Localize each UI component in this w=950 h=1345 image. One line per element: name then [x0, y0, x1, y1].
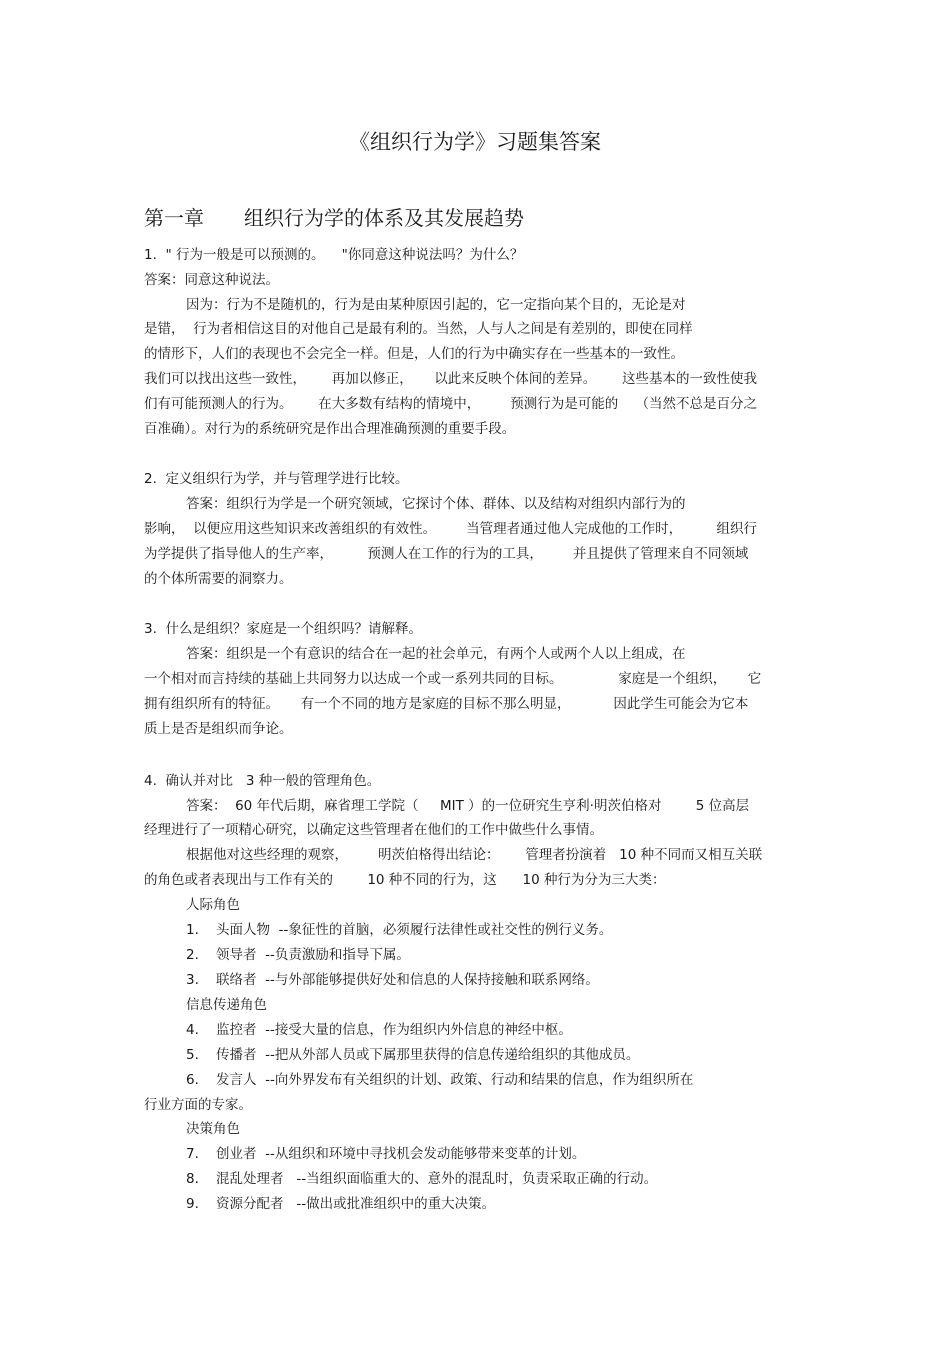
role-item: 5. 传播者 --把从外部人员或下属那里获得的信息传递给组织的其他成员。: [186, 1047, 640, 1063]
role-group-heading: 人际角色: [186, 897, 240, 913]
answer-2-line: 的个体所需要的洞察力。: [144, 571, 293, 587]
role-item-continuation: 行业方面的专家。: [144, 1097, 252, 1113]
answer-3-line: 拥有组织所有的特征。 有一个不同的地方是家庭的目标不那么明显， 因此学生可能会为它本: [144, 696, 749, 712]
answer-1-line: 们有可能预测人的行为。 在大多数有结构的情境中， 预测行为是可能的 （当然不总是百分之: [144, 396, 757, 412]
answer-1-line: 的情形下，人们的表现也不会完全一样。但是，人们的行为中确实存在一些基本的一致性。: [144, 346, 684, 362]
answer-4-line: 的角色或者表现出与工作有关的 10 种不同的行为，这 10 种行为分为三大类：: [144, 872, 666, 888]
answer-3-line: 质上是否是组织而争论。: [144, 721, 293, 737]
answer-1-line: 百准确）。对行为的系统研究是作出合理准确预测的重要手段。: [144, 421, 516, 437]
answer-1-line: 因为：行为不是随机的，行为是由某种原因引起的，它一定指向某个目的，无论是对: [186, 297, 686, 313]
answer-1-line: 是错， 行为者相信这目的对他自己是最有利的。当然，人与人之间是有差别的，即使在同样: [144, 321, 693, 337]
chapter-heading: 第一章 组织行为学的体系及其发展趋势: [144, 206, 524, 230]
answer-3-line: 一个相对而言持续的基础上共同努力以达成一个或一系列共同的目标。 家庭是一个组织， 它: [144, 671, 762, 687]
role-group-heading: 决策角色: [186, 1121, 240, 1137]
answer-2-line: 影响， 以便应用这些知识来改善组织的有效性。 当管理者通过他人完成他的工作时， 组织行: [144, 521, 757, 537]
answer-3-line: 答案：组织是一个有意识的结合在一起的社会单元，有两个人或两个人以上组成，在: [186, 646, 686, 662]
role-item: 7. 创业者 --从组织和环境中寻找机会发动能够带来变革的计划。: [186, 1146, 586, 1162]
role-item: 2. 领导者 --负责激励和指导下属。: [186, 947, 410, 963]
role-item: 4. 监控者 --接受大量的信息，作为组织内外信息的神经中枢。: [186, 1022, 572, 1038]
role-item: 9. 资源分配者 --做出或批准组织中的重大决策。: [186, 1196, 496, 1212]
role-item: 6. 发言人 --向外界发布有关组织的计划、政策、行动和结果的信息，作为组织所在: [186, 1072, 694, 1088]
role-group-heading: 信息传递角色: [186, 997, 267, 1013]
answer-4-line: 根据他对这些经理的观察， 明茨伯格得出结论： 管理者扮演着 10 种不同而又相互关联: [186, 847, 763, 863]
answer-4-line: 经理进行了一项精心研究，以确定这些管理者在他们的工作中做些什么事情。: [144, 822, 603, 838]
role-item: 3. 联络者 --与外部能够提供好处和信息的人保持接触和联系网络。: [186, 972, 599, 988]
document-title: 《组织行为学》习题集答案: [349, 130, 601, 154]
question-3: 3. 什么是组织？家庭是一个组织吗？请解释。: [144, 621, 422, 637]
answer-2-line: 答案：组织行为学是一个研究领域，它探讨个体、群体、以及结构对组织内部行为的: [186, 496, 686, 512]
role-item: 1. 头面人物 --象征性的首脑，必须履行法律性或社交性的例行义务。: [186, 922, 613, 938]
question-1: 1. " 行为一般是可以预测的。 "你同意这种说法吗？为什么？: [144, 247, 524, 263]
answer-1-head: 答案：同意这种说法。: [144, 272, 279, 288]
answer-2-line: 为学提供了指导他人的生产率， 预测人在工作的行为的工具， 并且提供了管理来自不同领域: [144, 546, 749, 562]
answer-1-line: 我们可以找出这些一致性， 再加以修正， 以此来反映个体间的差异。 这些基本的一致性使我: [144, 371, 757, 387]
question-4: 4. 确认并对比 3 种一般的管理角色。: [144, 773, 381, 789]
question-2: 2. 定义组织行为学，并与管理学进行比较。: [144, 471, 409, 487]
role-item: 8. 混乱处理者 --当组织面临重大的、意外的混乱时，负责采取正确的行动。: [186, 1171, 658, 1187]
answer-4-line: 答案： 60 年代后期，麻省理工学院（ MIT ）的一位研究生亨利·明茨伯格对 5 位高层: [186, 798, 750, 814]
